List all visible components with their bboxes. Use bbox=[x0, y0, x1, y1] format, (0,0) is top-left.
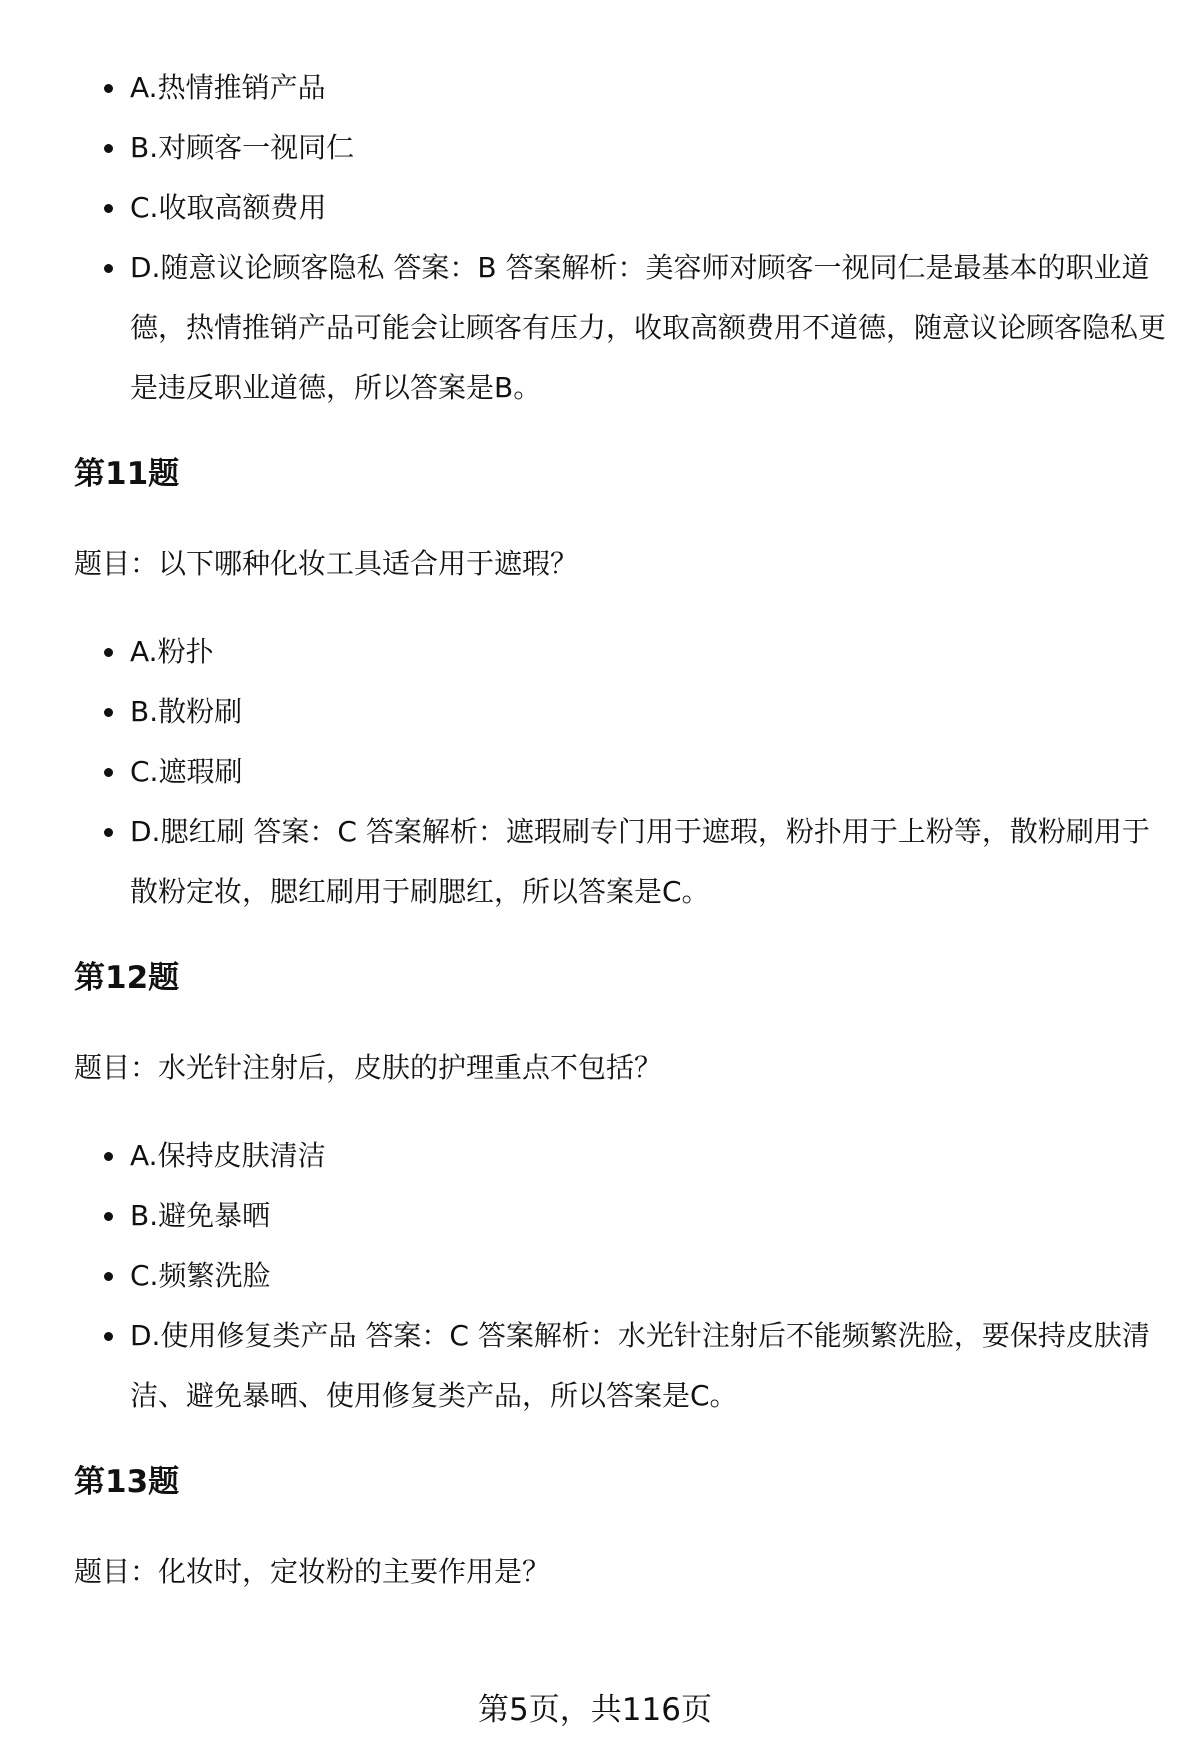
q11-option-a: A.粉扑 bbox=[74, 622, 1174, 682]
q13-heading: 第13题 bbox=[74, 1464, 180, 1500]
q11-option-b: B.散粉刷 bbox=[74, 682, 1174, 742]
q12-option-list bbox=[74, 1126, 1174, 1426]
page-content bbox=[74, 58, 1174, 1592]
q11-option-c: C.遮瑕刷 bbox=[74, 742, 1174, 802]
q12-prompt: 题目：水光针注射后，皮肤的护理重点不包括？ bbox=[74, 1051, 663, 1084]
q13-prompt: 题目：化妆时，定妆粉的主要作用是？ bbox=[74, 1555, 551, 1588]
q10-option-b: B.对顾客一视同仁 bbox=[74, 118, 1174, 178]
q10-option-c: C.收取高额费用 bbox=[74, 178, 1174, 238]
q10-option-a: A.热情推销产品 bbox=[74, 58, 1174, 118]
q11-option-d-with-answer: D.腮红刷 答案：C 答案解析：遮瑕刷专门用于遮瑕，粉扑用于上粉等，散粉刷用于散粉定妆，腮红刷用于刷腮红，所以答案是C。 bbox=[74, 802, 1174, 922]
q12-option-d-with-answer: D.使用修复类产品 答案：C 答案解析：水光针注射后不能频繁洗脸，要保持皮肤清洁、避免暴晒、使用修复类产品，所以答案是C。 bbox=[74, 1306, 1174, 1426]
q11-heading: 第11题 bbox=[74, 456, 180, 492]
q11-option-list bbox=[74, 622, 1174, 922]
q12-heading: 第12题 bbox=[74, 960, 180, 996]
q10-option-list bbox=[74, 58, 1174, 418]
page-number-footer: 第5页，共116页 bbox=[478, 1692, 712, 1728]
q12-option-a: A.保持皮肤清洁 bbox=[74, 1126, 1174, 1186]
q10-option-d-with-answer: D.随意议论顾客隐私 答案：B 答案解析：美容师对顾客一视同仁是最基本的职业道德，热情推销产品可能会让顾客有压力，收取高额费用不道德，随意议论顾客隐私更是违反职业道德，所以答案是B。 bbox=[74, 238, 1174, 418]
q12-option-c: C.频繁洗脸 bbox=[74, 1246, 1174, 1306]
q11-prompt: 题目：以下哪种化妆工具适合用于遮瑕？ bbox=[74, 547, 579, 580]
q12-option-b: B.避免暴晒 bbox=[74, 1186, 1174, 1246]
